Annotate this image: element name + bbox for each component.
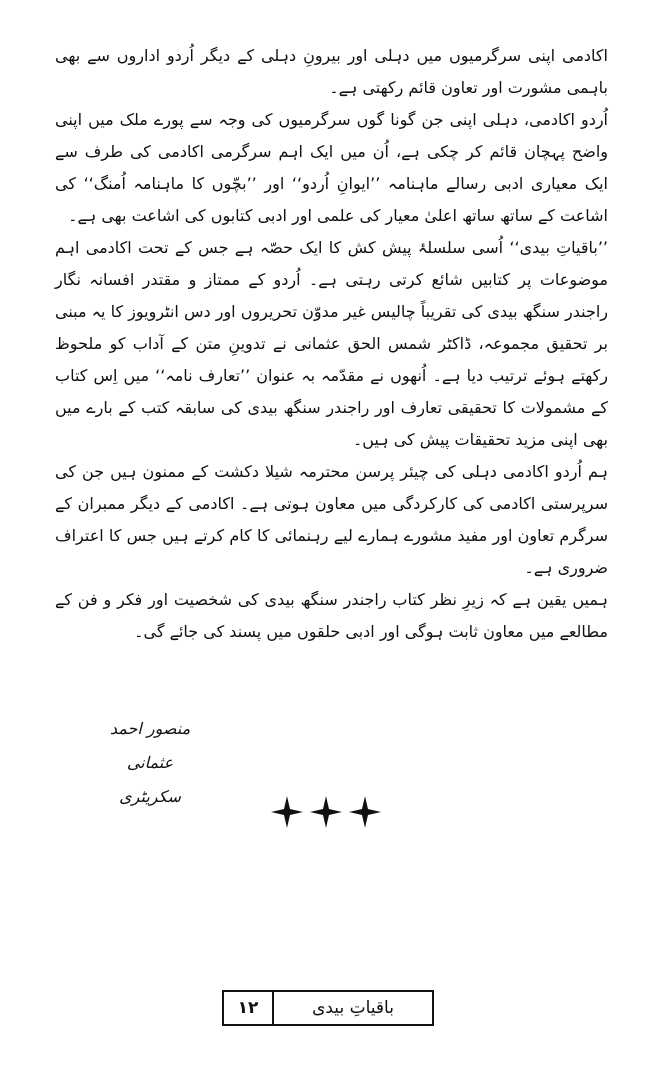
paragraph-book-intro: ’’باقیاتِ بیدی‘‘ اُسی سلسلۂ پیش کش کا ایک حصّہ ہے جس کے تحت اکادمی اہم موضوعات پر کتابیں شائع کرتی رہتی ہے۔ اُردو کے ممتاز و مقتدر افسانہ نگار راجندر سنگھ بیدی کی تقریباً چالیس غیر مدوّن تحریروں اور دس انٹرویوز کا یہ مبنی بر تحقیق مجموعہ، ڈاکٹر شمس الحق عثمانی نے تدوینِ متن کے آداب کو ملحوظ رکھتے ہوئے ترتیب دیا ہے۔ اُنھوں نے مقدّمہ بہ عنوان ’’تعارف نامہ‘‘ میں اِس کتاب کے مشمولات کا تحقیقی تعارف اور راجندر سنگھ بیدی کی سابقہ کتب کے بارے میں بھی اپنی مزید تحقیقات پیش کی ہیں۔	[55, 238, 608, 449]
page-number: ۱۲	[224, 992, 274, 1024]
four-point-star-icon	[270, 795, 304, 829]
signature-block	[95, 712, 205, 814]
paragraph-publications: اُردو اکادمی، دہلی اپنی جن گونا گوں سرگرمیوں کی وجہ سے پورے ملک میں اپنی واضح پہچان قائم کر چکی ہے، اُن میں ایک اہم سرگرمی اکادمی کی طرف سے ایک معیاری ادبی رسالے ماہنامہ ’’ایوانِ اُردو‘‘ اور ’’بچّوں کا ماہنامہ اُمنگ‘‘ کی اشاعت کے ساتھ ساتھ اعلیٰ معیار کی علمی اور ادبی کتابوں کی اشاعت بھی ہے۔	[55, 110, 608, 225]
ornament-divider	[270, 794, 382, 830]
paragraph-acknowledgement: ہم اُردو اکادمی دہلی کی چیئر پرسن محترمہ شیلا دکشت کے ممنون ہیں جن کی سرپرستی اکادمی کی کارکردگی میں معاون ہوتی ہے۔ اکادمی کے دیگر ممبران کے سرگرم تعاون اور مفید مشورے ہمارے لیے رہنمائی کا کام کرتے ہیں جس کا اعتراف ضروری ہے۔	[55, 462, 608, 577]
book-title: باقیاتِ بیدی	[312, 998, 394, 1018]
body-text	[55, 40, 608, 648]
signatory-name: منصور احمد عثمانی	[109, 719, 191, 772]
four-point-star-icon	[309, 795, 343, 829]
four-point-star-icon	[348, 795, 382, 829]
page-footer	[222, 990, 434, 1026]
paragraph-cooperation: اکادمی اپنی سرگرمیوں میں دہلی اور بیرونِ دہلی کے دیگر اُردو اداروں سے بھی باہمی مشورت اور تعاون قائم رکھتی ہے۔	[55, 46, 608, 97]
paragraph-closing: ہمیں یقین ہے کہ زیرِ نظر کتاب راجندر سنگھ بیدی کی شخصیت اور فکر و فن کے مطالعے میں معاون ثابت ہوگی اور ادبی حلقوں میں پسند کی جائے گی۔	[55, 590, 608, 641]
signatory-title: سکریٹری	[119, 787, 181, 806]
